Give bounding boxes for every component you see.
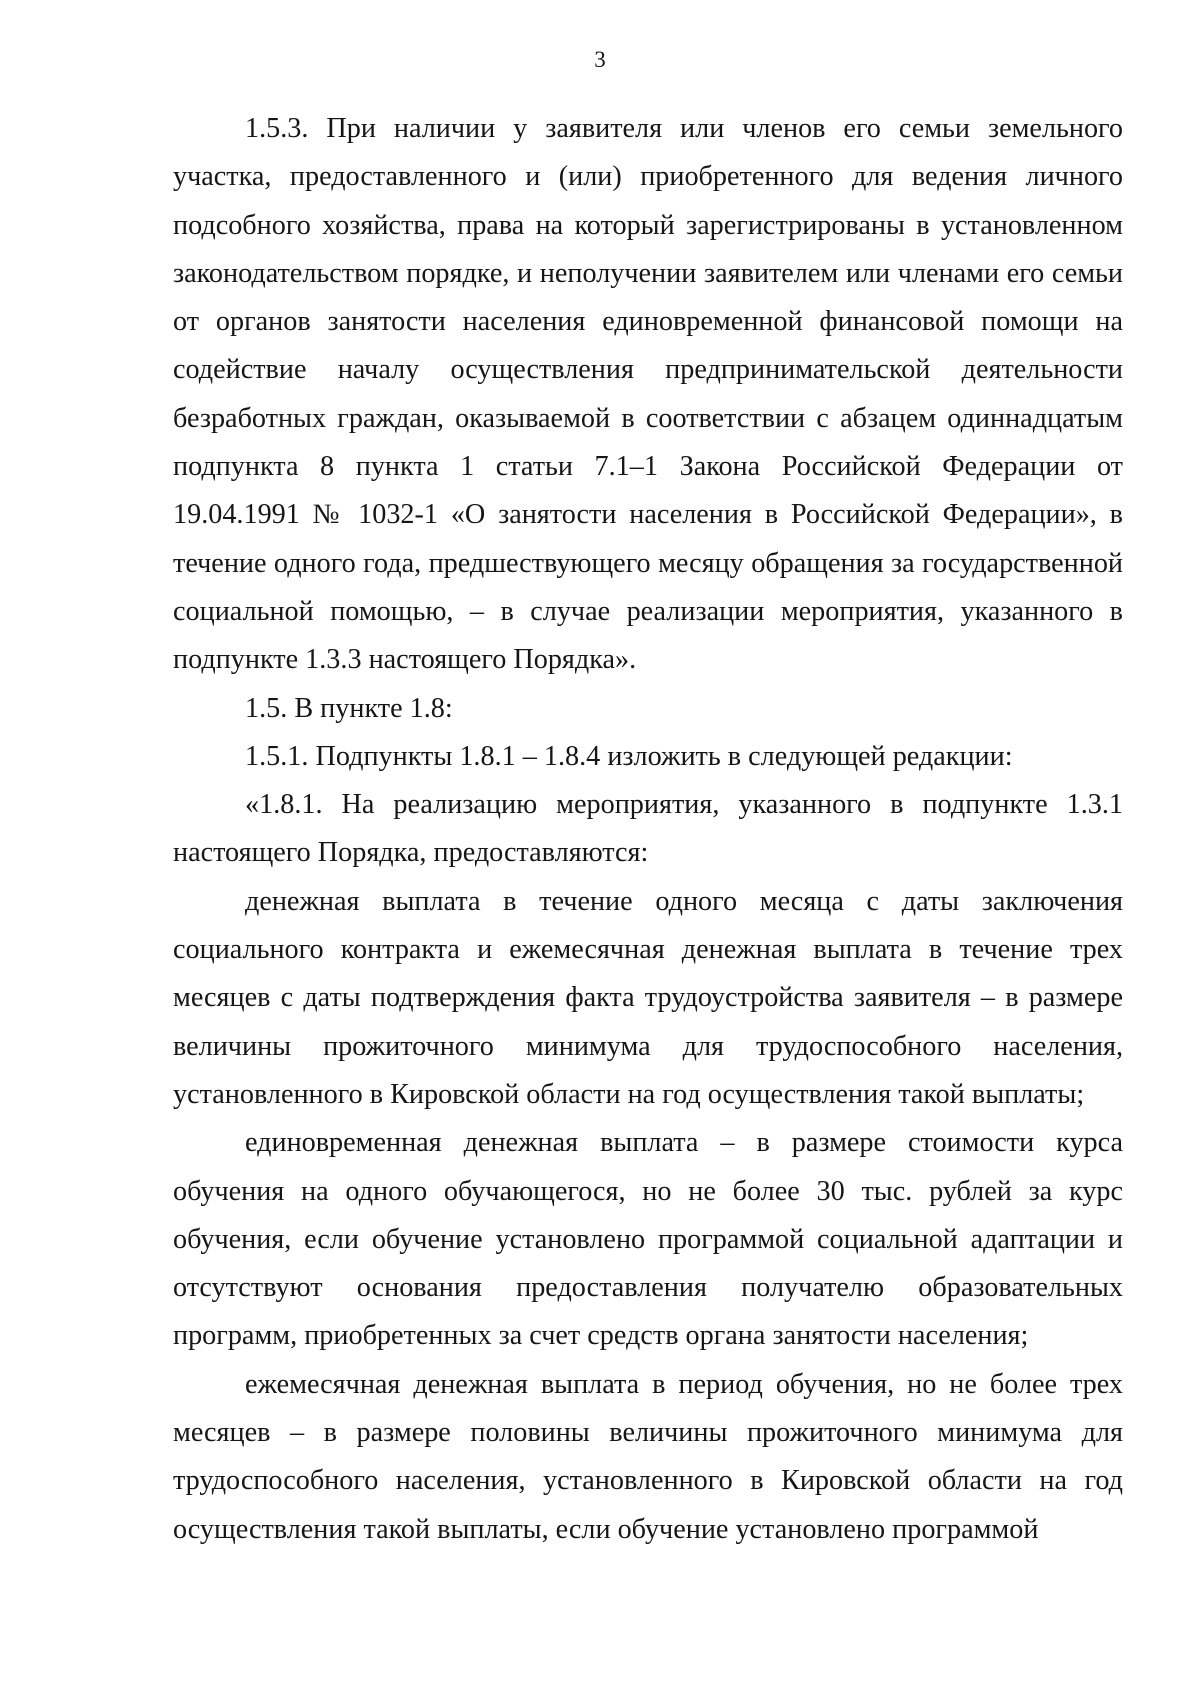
paragraph-1-5-3: 1.5.3. При наличии у заявителя или членов его семьи земельного участка, предоставленного и (или) приобретенного для ведения личного подсобного хозяйства, права на который зарегистрированы в установленном законодательством порядке, и неполучении заявителем или членами его семьи от органов занятости населения единовременной финансовой помощи на содействие началу осуществления предпринимательской деятельности безработных граждан, оказываемой в соответствии с абзацем одиннадцатым подпункта 8 пункта 1 статьи 7.1–1 Закона Российской Федерации от 19.04.1991 № 1032-1 «О занятости населения в Российской Федерации», в течение одного года, предшествующего месяцу обращения за государственной социальной помощью, – в случае реализации мероприятия, указанного в подпункте 1.3.3 настоящего Порядка». [173, 113, 1123, 676]
page-number: 3 [594, 47, 606, 72]
paragraph-monthly-payment: ежемесячная денежная выплата в период обучения, но не более трех месяцев – в размере половины величины прожиточного минимума для трудоспособного населения, установленного в Кировской области на год осуществления такой выплаты, если обучение установлено программой [173, 1368, 1123, 1545]
paragraph-one-time-payment: единовременная денежная выплата – в размере стоимости курса обучения на одного обучающегося, но не более 30 тыс. рублей за курс обучения, если обучение установлено программой социальной адаптации и отсутствуют основания предоставления получателю образовательных программ, приобретенных за счет средств органа занятости населения; [173, 1127, 1123, 1352]
document-body [173, 105, 1123, 1554]
paragraph-1-8-1: «1.8.1. На реализацию мероприятия, указанного в подпункте 1.3.1 настоящего Порядка, предоставляются: [173, 789, 1123, 869]
paragraph-cash-payment: денежная выплата в течение одного месяца с даты заключения социального контракта и ежемесячная денежная выплата в течение трех месяцев с даты подтверждения факта трудоустройства заявителя – в размере величины прожиточного минимума для трудоспособного населения, установленного в Кировской области на год осуществления такой выплаты; [173, 885, 1123, 1110]
paragraph-1-5-1: 1.5.1. Подпункты 1.8.1 – 1.8.4 изложить в следующей редакции: [245, 740, 1013, 772]
paragraph-1-5: 1.5. В пункте 1.8: [245, 692, 453, 724]
